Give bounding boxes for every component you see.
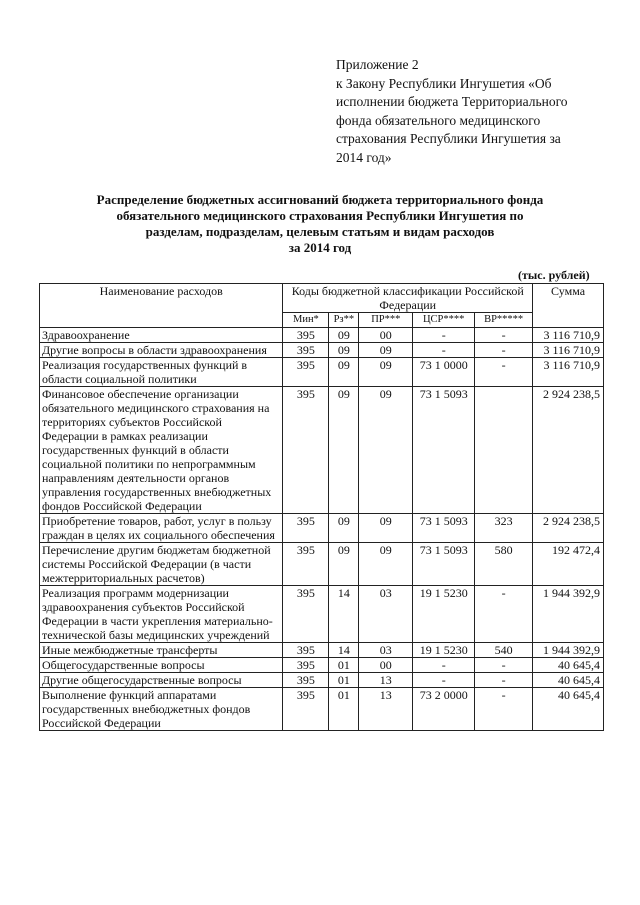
cell-rz: 01 (329, 688, 359, 731)
cell-pr: 09 (359, 543, 413, 586)
cell-vr: - (475, 328, 533, 343)
cell-name: Перечисление другим бюджетам бюджетной системы Российской Федерации (в части межтерриториальных расчетов) (40, 543, 283, 586)
cell-sum: 1 944 392,9 (533, 643, 604, 658)
cell-pr: 03 (359, 586, 413, 643)
cell-rz: 01 (329, 673, 359, 688)
cell-min: 395 (283, 514, 329, 543)
cell-rz: 09 (329, 343, 359, 358)
cell-rz: 09 (329, 514, 359, 543)
cell-rz: 09 (329, 358, 359, 387)
header-sum: Сумма (533, 284, 604, 328)
cell-csr: 19 1 5230 (413, 643, 475, 658)
appendix-line: страхования Республики Ингушетия за (336, 131, 561, 146)
cell-sum: 1 944 392,9 (533, 586, 604, 643)
table-row (40, 387, 604, 514)
cell-min: 395 (283, 643, 329, 658)
cell-sum: 3 116 710,9 (533, 343, 604, 358)
cell-pr: 03 (359, 643, 413, 658)
cell-sum: 2 924 238,5 (533, 387, 604, 514)
cell-csr: 73 2 0000 (413, 688, 475, 731)
table-row (40, 688, 604, 731)
cell-rz: 14 (329, 586, 359, 643)
cell-pr: 00 (359, 328, 413, 343)
cell-sum: 40 645,4 (533, 688, 604, 731)
cell-sum: 40 645,4 (533, 673, 604, 688)
cell-min: 395 (283, 688, 329, 731)
cell-min: 395 (283, 543, 329, 586)
cell-sum: 2 924 238,5 (533, 514, 604, 543)
cell-vr: 540 (475, 643, 533, 658)
header-csr: ЦСР**** (413, 313, 475, 328)
title-line: разделам, подразделам, целевым статьям и видам расходов (145, 224, 495, 239)
cell-vr: - (475, 673, 533, 688)
table-row (40, 328, 604, 343)
header-name: Наименование расходов (40, 284, 283, 328)
cell-pr: 09 (359, 387, 413, 514)
cell-min: 395 (283, 358, 329, 387)
cell-name: Другие общегосударственные вопросы (40, 673, 283, 688)
cell-csr: 19 1 5230 (413, 586, 475, 643)
cell-name: Реализация программ модернизации здравоохранения субъектов Российской Федерации в части укрепления материально-технической базы медицинских учреждений (40, 586, 283, 643)
appendix-line: фонда обязательного медицинского (336, 112, 541, 128)
cell-pr: 09 (359, 514, 413, 543)
cell-pr: 13 (359, 673, 413, 688)
cell-csr: - (413, 673, 475, 688)
cell-csr: 73 1 5093 (413, 543, 475, 586)
cell-vr: - (475, 358, 533, 387)
cell-sum: 40 645,4 (533, 658, 604, 673)
cell-vr: - (475, 586, 533, 643)
cell-name: Здравоохранение (40, 328, 283, 343)
cell-name: Реализация государственных функций в области социальной политики (40, 358, 283, 387)
table-row (40, 586, 604, 643)
cell-sum: 3 116 710,9 (533, 328, 604, 343)
cell-csr: 73 1 5093 (413, 514, 475, 543)
cell-rz: 14 (329, 643, 359, 658)
table-row (40, 543, 604, 586)
cell-csr: - (413, 658, 475, 673)
cell-csr: 73 1 5093 (413, 387, 475, 514)
appendix-line: 2014 год» (336, 149, 392, 165)
header-rz: Рз** (329, 313, 359, 328)
cell-name: Финансовое обеспечение организации обязательного медицинского страхования на территориях субъектов Российской Федерации в рамках реализации государственных функций в области социальной политики по непрограммным направлениям деятельности органов управления государственных внебюджетных фондов Российской Федерации (40, 387, 283, 514)
cell-pr: 09 (359, 358, 413, 387)
cell-vr: 580 (475, 543, 533, 586)
cell-rz: 09 (329, 387, 359, 514)
cell-name: Иные межбюджетные трансферты (40, 643, 283, 658)
cell-min: 395 (283, 328, 329, 343)
cell-vr (475, 387, 533, 514)
table-row (40, 658, 604, 673)
header-pr: ПР*** (359, 313, 413, 328)
cell-min: 395 (283, 586, 329, 643)
cell-name: Приобретение товаров, работ, услуг в пользу граждан в целях их социального обеспечения (40, 514, 283, 543)
cell-min: 395 (283, 343, 329, 358)
cell-rz: 09 (329, 328, 359, 343)
title-line: обязательного медицинского страхования Республики Ингушетия по (116, 208, 524, 223)
table-row (40, 358, 604, 387)
document-title (60, 192, 580, 256)
cell-csr: - (413, 328, 475, 343)
cell-csr: - (413, 343, 475, 358)
cell-min: 395 (283, 387, 329, 514)
cell-min: 395 (283, 658, 329, 673)
cell-name: Общегосударственные вопросы (40, 658, 283, 673)
appendix-line: исполнении бюджета Территориального (336, 94, 568, 109)
cell-name: Выполнение функций аппаратами государственных внебюджетных фондов Российской Федерации (40, 688, 283, 731)
title-line: Распределение бюджетных ассигнований бюджета территориального фонда (96, 192, 544, 207)
cell-csr: 73 1 0000 (413, 358, 475, 387)
table-row (40, 673, 604, 688)
appendix-line: к Закону Республики Ингушетия «Об (336, 75, 552, 91)
title-line: за 2014 год (288, 240, 352, 255)
cell-pr: 00 (359, 658, 413, 673)
header-min: Мин* (283, 313, 329, 328)
table-row (40, 643, 604, 658)
cell-vr: - (475, 343, 533, 358)
cell-vr: - (475, 658, 533, 673)
cell-pr: 13 (359, 688, 413, 731)
cell-sum: 3 116 710,9 (533, 358, 604, 387)
header-vr: ВР***** (475, 313, 533, 328)
cell-sum: 192 472,4 (533, 543, 604, 586)
budget-table (39, 283, 604, 731)
header-row (40, 284, 604, 313)
appendix-note (336, 56, 600, 167)
appendix-line: Приложение 2 (336, 57, 419, 72)
cell-min: 395 (283, 673, 329, 688)
cell-name: Другие вопросы в области здравоохранения (40, 343, 283, 358)
units-label: (тыс. рублей) (518, 268, 590, 282)
header-codes: Коды бюджетной классификации Российской Федерации (283, 284, 533, 313)
cell-pr: 09 (359, 343, 413, 358)
table-row (40, 514, 604, 543)
cell-rz: 01 (329, 658, 359, 673)
cell-vr: - (475, 688, 533, 731)
table-row (40, 343, 604, 358)
cell-rz: 09 (329, 543, 359, 586)
cell-vr: 323 (475, 514, 533, 543)
